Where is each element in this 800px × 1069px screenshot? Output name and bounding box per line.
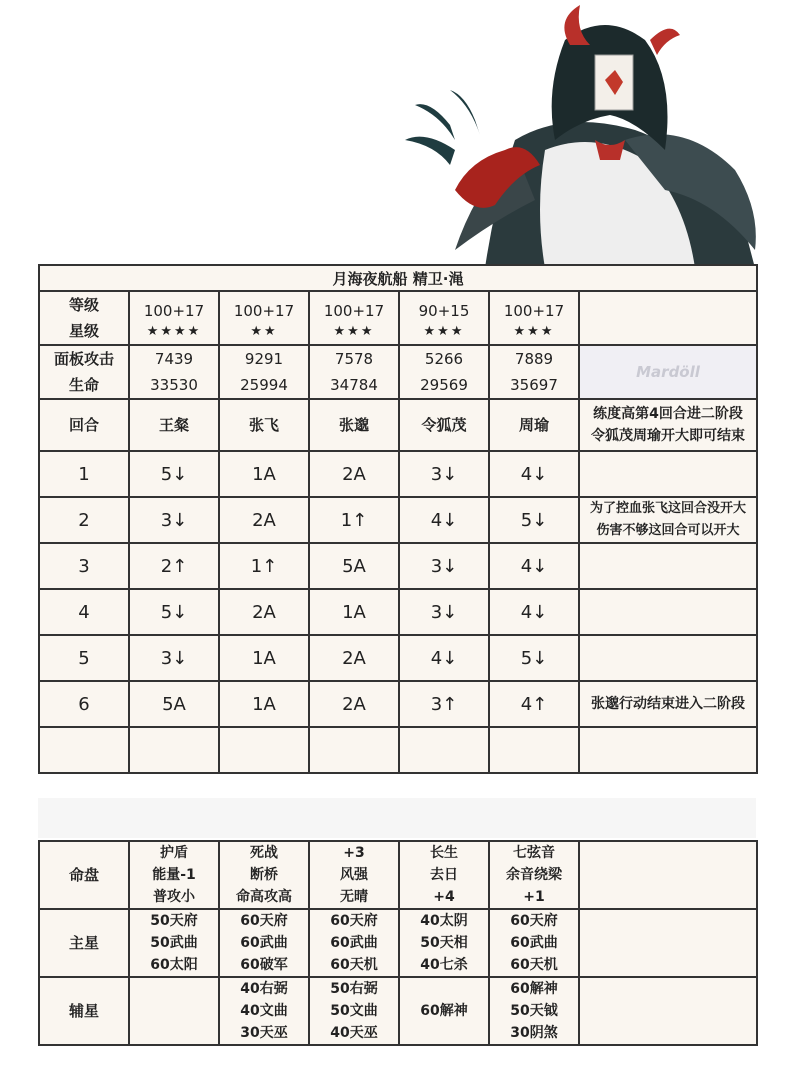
char-3-level-cell (309, 291, 399, 345)
empty-cell (579, 977, 757, 1045)
note-line: 为了控血张飞这回合没开大 (590, 501, 747, 516)
char-stars: ★★★ (513, 323, 555, 339)
action-cell: 2A (219, 497, 309, 543)
hp-label: 生命 (68, 376, 99, 394)
empty-cell (579, 291, 757, 345)
action-cell: 3↓ (399, 451, 489, 497)
round-label: 回合 (39, 399, 129, 451)
note-line: 练度高第4回合进二阶段 (593, 406, 743, 422)
char-attack: 7889 (514, 350, 554, 368)
star-line: 30天巫 (240, 1025, 288, 1041)
char-name: 令狐茂 (399, 399, 489, 451)
empty-cell (219, 727, 309, 773)
action-cell: 1A (309, 589, 399, 635)
action-cell: 5↓ (129, 589, 219, 635)
char-1-stats-cell (129, 345, 219, 399)
round-number: 6 (39, 681, 129, 727)
note-line: 张邈行动结束进入二阶段 (591, 696, 746, 712)
table-row (39, 451, 757, 497)
char-hp: 29569 (420, 376, 468, 394)
empty-cell (399, 727, 489, 773)
action-cell: 4↓ (489, 451, 579, 497)
char-level: 100+17 (503, 301, 565, 320)
char-name: 周瑜 (489, 399, 579, 451)
destiny-cell (399, 841, 489, 909)
battle-table (38, 264, 758, 774)
destiny-line: 断桥 (250, 867, 278, 883)
aux-star-cell (309, 977, 399, 1045)
action-cell: 4↓ (489, 543, 579, 589)
action-cell: 3↓ (129, 635, 219, 681)
char-hp: 33530 (150, 376, 198, 394)
char-name: 张邈 (309, 399, 399, 451)
star-line: 60武曲 (240, 935, 288, 951)
char-1-level-cell (129, 291, 219, 345)
action-cell: 2A (219, 589, 309, 635)
destiny-line: 死战 (250, 845, 278, 861)
char-attack: 7439 (154, 350, 194, 368)
aux-star-label: 辅星 (39, 977, 129, 1045)
action-cell: 3↓ (399, 589, 489, 635)
action-cell: 5↓ (129, 451, 219, 497)
char-stars: ★★★★ (146, 323, 202, 339)
char-5-level-cell (489, 291, 579, 345)
round-note (579, 635, 757, 681)
star-line: 60天机 (330, 957, 378, 973)
destiny-line: 长生 (430, 845, 458, 861)
attack-hp-label (39, 345, 129, 399)
build-table (38, 840, 758, 1046)
char-attack: 5266 (424, 350, 464, 368)
section-gap (38, 798, 756, 838)
char-stars: ★★ (250, 323, 278, 339)
star-line: 50右弼 (330, 981, 378, 997)
action-cell: 5↓ (489, 497, 579, 543)
action-cell: 4↓ (489, 589, 579, 635)
destiny-label: 命盘 (39, 841, 129, 909)
round-note (579, 681, 757, 727)
character-illustration (395, 0, 765, 268)
empty-cell (579, 727, 757, 773)
char-2-level-cell (219, 291, 309, 345)
note-line: 伤害不够这回合可以开大 (596, 523, 740, 538)
char-name: 张飞 (219, 399, 309, 451)
aux-star-cell (489, 977, 579, 1045)
action-cell: 1A (219, 635, 309, 681)
char-attack: 7578 (334, 350, 374, 368)
star-line: 40天巫 (330, 1025, 378, 1041)
main-star-cell (129, 909, 219, 977)
char-hp: 25994 (240, 376, 288, 394)
action-cell: 1↑ (219, 543, 309, 589)
empty-cell (309, 727, 399, 773)
star-line: 50天府 (150, 913, 198, 929)
char-4-level-cell (399, 291, 489, 345)
action-cell: 5A (129, 681, 219, 727)
aux-star-cell (399, 977, 489, 1045)
destiny-line: 无晴 (340, 889, 368, 905)
main-star-cell (309, 909, 399, 977)
destiny-cell (489, 841, 579, 909)
star-line: 60武曲 (510, 935, 558, 951)
char-level: 100+17 (143, 301, 205, 320)
main-star-cell (219, 909, 309, 977)
level-star-label (39, 291, 129, 345)
table-row (39, 635, 757, 681)
star-line: 40右弼 (240, 981, 288, 997)
star-line: 60天机 (510, 957, 558, 973)
level-label: 等级 (68, 296, 99, 314)
destiny-line: 余音绕梁 (506, 867, 562, 883)
empty-cell (489, 727, 579, 773)
main-star-cell (489, 909, 579, 977)
table-row (39, 497, 757, 543)
round-number: 1 (39, 451, 129, 497)
round-note (579, 451, 757, 497)
destiny-line: +3 (343, 845, 365, 861)
watermark: Mardöll (579, 345, 757, 399)
char-hp: 34784 (330, 376, 378, 394)
action-cell: 5A (309, 543, 399, 589)
char-attack: 9291 (244, 350, 284, 368)
star-line: 50天钺 (510, 1003, 558, 1019)
destiny-line: 命高攻高 (236, 889, 292, 905)
star-line: 60天府 (510, 913, 558, 929)
destiny-line: 去日 (430, 867, 458, 883)
destiny-cell (309, 841, 399, 909)
star-line: 50文曲 (330, 1003, 378, 1019)
char-2-stats-cell (219, 345, 309, 399)
note-line: 令狐茂周瑜开大即可结束 (591, 428, 746, 444)
action-cell: 4↑ (489, 681, 579, 727)
star-line: 40七杀 (420, 957, 468, 973)
action-cell: 5↓ (489, 635, 579, 681)
action-cell: 2A (309, 451, 399, 497)
action-cell: 1A (219, 681, 309, 727)
destiny-line: 普攻小 (153, 889, 195, 905)
page-title: 月海夜航船 精卫·渑 (39, 265, 757, 291)
round-note (579, 543, 757, 589)
attack-label: 面板攻击 (53, 350, 114, 368)
star-line: 60武曲 (330, 935, 378, 951)
round-number: 4 (39, 589, 129, 635)
action-cell: 3↓ (399, 543, 489, 589)
destiny-line: 风强 (340, 867, 368, 883)
round-number: 2 (39, 497, 129, 543)
destiny-cell (219, 841, 309, 909)
empty-cell (129, 727, 219, 773)
star-line: 50天相 (420, 935, 468, 951)
star-line: 40太阴 (420, 913, 468, 929)
char-stars: ★★★ (333, 323, 375, 339)
destiny-line: +1 (523, 889, 545, 905)
destiny-line: +4 (433, 889, 455, 905)
action-cell: 1↑ (309, 497, 399, 543)
char-4-stats-cell (399, 345, 489, 399)
round-note (579, 497, 757, 543)
round-number: 3 (39, 543, 129, 589)
table-row (39, 589, 757, 635)
char-level: 100+17 (323, 301, 385, 320)
action-cell: 3↓ (129, 497, 219, 543)
aux-star-cell (219, 977, 309, 1045)
char-5-stats-cell (489, 345, 579, 399)
char-level: 100+17 (233, 301, 295, 320)
empty-cell (39, 727, 129, 773)
action-cell: 2A (309, 635, 399, 681)
aux-star-cell (129, 977, 219, 1045)
star-line: 60解神 (510, 981, 558, 997)
star-line: 60天府 (330, 913, 378, 929)
action-cell: 4↓ (399, 635, 489, 681)
char-hp: 35697 (510, 376, 558, 394)
destiny-line: 七弦音 (513, 845, 555, 861)
table-row (39, 681, 757, 727)
star-line: 60太阳 (150, 957, 198, 973)
main-star-label: 主星 (39, 909, 129, 977)
star-line: 40文曲 (240, 1003, 288, 1019)
empty-cell (579, 909, 757, 977)
destiny-line: 护盾 (160, 845, 188, 861)
char-name: 王粲 (129, 399, 219, 451)
action-cell: 2↑ (129, 543, 219, 589)
action-cell: 3↑ (399, 681, 489, 727)
destiny-cell (129, 841, 219, 909)
round-note (579, 589, 757, 635)
empty-cell (579, 841, 757, 909)
char-stars: ★★★ (423, 323, 465, 339)
star-line: 30阴煞 (510, 1025, 558, 1041)
round-number: 5 (39, 635, 129, 681)
star-label: 星级 (68, 322, 99, 340)
star-line: 60解神 (420, 1003, 468, 1019)
star-line: 50武曲 (150, 935, 198, 951)
header-note (579, 399, 757, 451)
table-row (39, 543, 757, 589)
star-line: 60天府 (240, 913, 288, 929)
main-star-cell (399, 909, 489, 977)
star-line: 60破军 (240, 957, 288, 973)
char-3-stats-cell (309, 345, 399, 399)
destiny-line: 能量-1 (152, 867, 196, 883)
action-cell: 2A (309, 681, 399, 727)
char-level: 90+15 (418, 301, 470, 320)
action-cell: 1A (219, 451, 309, 497)
action-cell: 4↓ (399, 497, 489, 543)
empty-row (39, 727, 757, 773)
